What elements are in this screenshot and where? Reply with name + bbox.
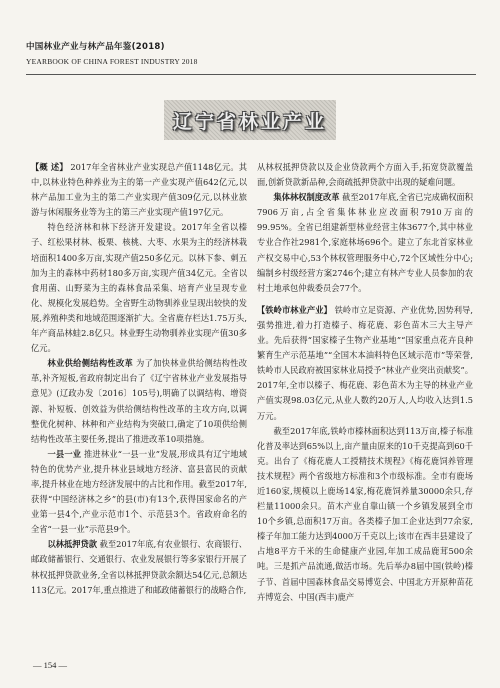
- tenure-reform-text: 截至2017年底,全省已完成确权面积7906万亩,占全省集体林业应改面积7910万亩的99.95%。全省已组建新型林业经营主体3677个,其中林业专业合作社2981个,家庭林场696个。建立了东北首家林业产权交易中心,53个林权管理服务中心,72个区域性分中心;编制乡村级经营方案2746个;建立有林产专业人员参加的农村土地承包仲裁委员会77个。: [257, 192, 473, 293]
- one-county-heading: 一县一业: [47, 448, 82, 459]
- page-header: [26, 40, 476, 66]
- right-column: [257, 160, 473, 605]
- supply-reform-text: 为了加快林业供给侧结构性改革,补齐短板,省政府制定出台了《辽宁省林业产业发展指导意见》(辽政办发〔2016〕105号),明确了以调结构、增资源、补短板、创效益为供给侧结构性改革的主攻方向,以调整优化树种、林种和产业结构为突破口,确定了10项供给侧结构性改革主要任务,提出了推进改革10项措施。: [31, 358, 248, 444]
- mortgage-loan-text: 截至2017年底,有农业银行、农商银行、邮政储蓄银行、交通银行、农业发展银行等多家银行开展了林权抵押贷款业务,全省以林抵押贷款余额达54亿元,总额达113亿元。2017年,重点推进了和邮政储蓄银行的战略合作,: [31, 539, 247, 595]
- overview-text: 2017年全省林业产业实现总产值1148亿元。其中,以林业特色种养业为主的第一产业实现产值642亿元,以林产品加工业为主的第二产业实现产值309亿元,以林业旅游与休闲服务业等为主的第三产业实现产值197亿元。: [31, 162, 247, 218]
- chapter-title-banner: [164, 100, 336, 140]
- mortgage-loan-paragraph: [31, 537, 247, 597]
- mortgage-loan-heading: 以林抵押贷款: [47, 539, 97, 550]
- yearbook-title-en: YEARBOOK OF CHINA FOREST INDUSTRY 2018: [26, 57, 198, 66]
- tieling-text: 铁岭市立足资源、产业优势,因势利导,强势推进,着力打造榛子、梅花鹿、彩色苗木三大主导产业。先后获得“国家榛子生物产业基地”“国家重点花卉良种繁育生产示范基地”“全国木本油料特色区域示范市”等荣誉,铁岭市人民政府被国家林业局授予“林业产业突出贡献奖”。2017年,全市以榛子、梅花鹿、彩色苗木为主导的林业产业产值实现98.03亿元,从业人数约20万人,人均收入达到1.5万元。: [257, 304, 473, 421]
- overview-paragraph: [31, 160, 247, 220]
- economic-forest-paragraph: 特色经济林和林下经济开发建设。2017年全省以榛子、红松果材林、板栗、核桃、大枣、水果为主的经济林栽培面积1400多万亩,实现产值250多亿元。以林下参、刺五加为主的森林中药材180多万亩,实现产值34亿元。全省以食用菌、山野菜为主的森林食品采集、培育产业呈现专业化、规模化发展趋势。全省野生动物驯养业呈现出较快的发展,养殖种类和地域范围逐渐扩大。全省鹿存栏达1.75万头,年产商品林蛙2.8亿只。林业野生动物驯养业实现产值30多亿元。: [31, 222, 247, 354]
- one-county-text: 推进林业“一县一业”发展,形成具有辽宁地域特色的优势产业,提升林业县域地方经济、富县富民的贡献率,提升林业在地方经济发展中的占比和作用。截至2017年,获得“中国经济林之乡”的县(市)有13个,获得国家命名的产业第一县4个,产业示范市1个、示范县3个。省政府命名的全省“一县一业”示范县9个。: [31, 448, 248, 535]
- tieling-paragraph: [257, 303, 473, 424]
- tenure-reform-heading: 集体林权制度改革: [273, 192, 340, 203]
- chapter-title: 辽宁省林业产业: [172, 110, 327, 133]
- supply-reform-heading: 林业供给侧结构性改革: [47, 358, 134, 369]
- tenure-reform-paragraph: [257, 190, 473, 296]
- supply-reform-paragraph: [31, 356, 247, 447]
- left-column: [31, 160, 247, 598]
- tieling-details-paragraph: 截至2017年底,铁岭市榛林面积达到113万亩,榛子标准化普及率达到65%以上,亩产量由原来的10千克提高到60千克。出台了《梅花鹿人工授精技术规程》《梅花鹿饲养管理技术规程》两个省级地方标准和3个市级标准。全市有鹿场近160家,规模以上鹿场14家,梅花鹿饲养量30000余只,存栏量11000余只。苗木产业自靠山镇一个乡镇发展到全市10个乡镇,总面积17万亩。各类榛子加工企业达到77余家,榛子年加工能力达到4000万千克以上;该市在西丰县建设了占地8平方千米的生命健康产业园,年加工成品鹿茸500余吨。三是抓产品流通,做活市场。先后举办8届中国(铁岭)榛子节、首届中国森林食品交易博览会、中国北方开原种苗花卉博览会、中国(西丰)鹿产: [257, 425, 473, 602]
- tieling-heading: 【铁岭市林业产业】: [257, 304, 332, 315]
- loan-continued-paragraph: 从林权抵押贷款以及企业贷款两个方面入手,拓宽贷款覆盖面,创新贷款新品种,会商疏抵押贷款中出现的疑难问题。: [257, 162, 473, 188]
- one-county-paragraph: [31, 447, 247, 538]
- overview-heading: 【概 述】: [31, 162, 68, 172]
- yearbook-title-cn: 中国林业产业与林产品年鉴(2018): [26, 42, 165, 52]
- header-rule: [26, 74, 476, 75]
- page-number: — 154 —: [33, 660, 67, 670]
